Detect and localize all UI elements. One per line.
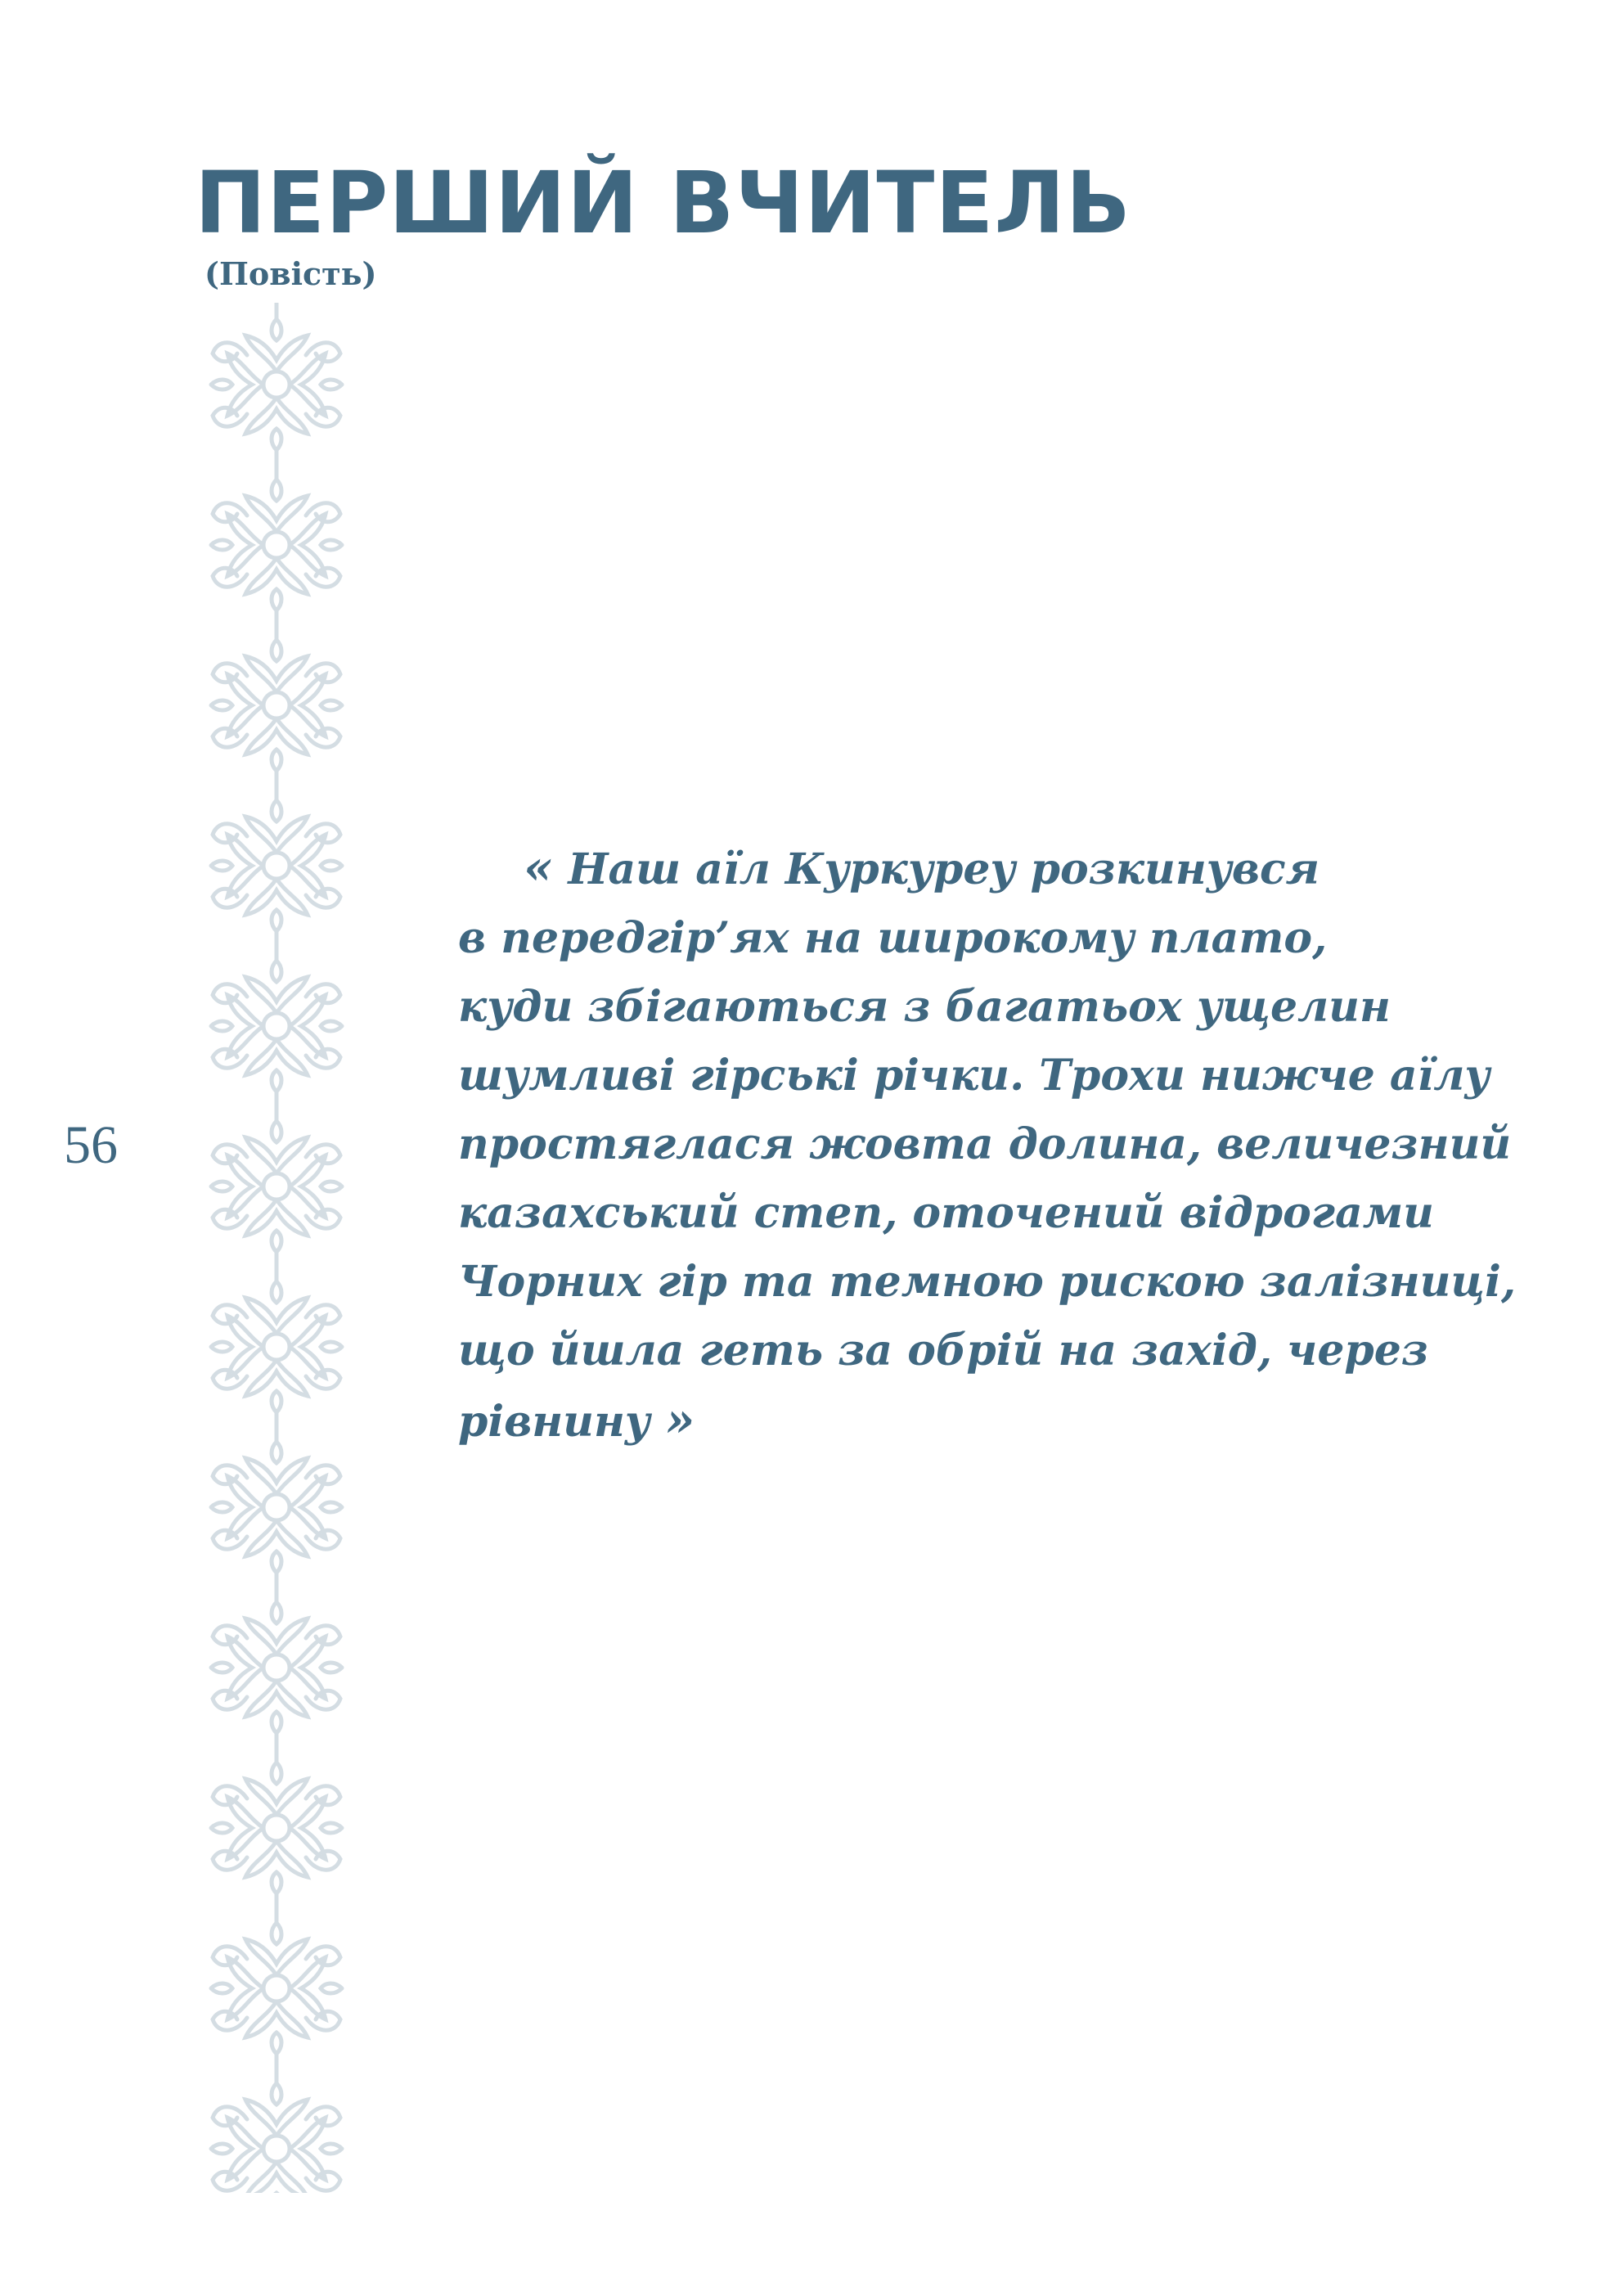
kyrgyz-ornament-icon [211,1907,342,2070]
quote-line-1 [458,833,1399,904]
page-number: 56 [64,1115,118,1175]
kyrgyz-ornament-icon [211,1105,342,1268]
open-quote-mark: « [524,840,554,895]
quote-line-2: в передгір’ях на широкому плато, [458,913,1328,963]
quote-block [458,833,1517,1456]
kyrgyz-ornament-icon [211,1425,342,1589]
quote-line-6: казахський степ, оточений відрогами [458,1188,1434,1238]
ornament-column [195,303,358,2193]
page-title: ПЕРШИЙ ВЧИТЕЛЬ [195,153,1132,253]
kyrgyz-ornament-icon [211,784,342,948]
kyrgyz-ornament-icon [211,2067,342,2193]
page-subtitle: (Повість) [205,255,377,292]
quote-line-text: Наш аїл Куркуреу розкинувся [568,844,1320,894]
close-quote-mark: » [665,1392,695,1447]
quote-line-7: Чорних гір та темною рискою залізниці, [458,1257,1517,1307]
kyrgyz-ornament-icon [211,1586,342,1749]
kyrgyz-ornament-icon [211,624,342,787]
kyrgyz-ornament-icon [211,1265,342,1429]
quote-line-5: простяглася жовта долина, величезний [458,1119,1512,1169]
quote-line-text: рівнину [458,1397,650,1447]
quote-line-3: куди збігаються з багатьох ущелин [458,982,1391,1032]
quote-line-4: шумливі гірські річки. Трохи нижче аїлу [458,1051,1490,1101]
kyrgyz-ornament-icon [211,303,342,466]
kyrgyz-ornament-icon [211,463,342,627]
quote-line-8: що йшла геть за обрій на захід, через [458,1326,1429,1375]
quote-line-9 [458,1385,1399,1456]
kyrgyz-ornament-icon [211,944,342,1108]
kyrgyz-ornament-icon [211,1746,342,1910]
